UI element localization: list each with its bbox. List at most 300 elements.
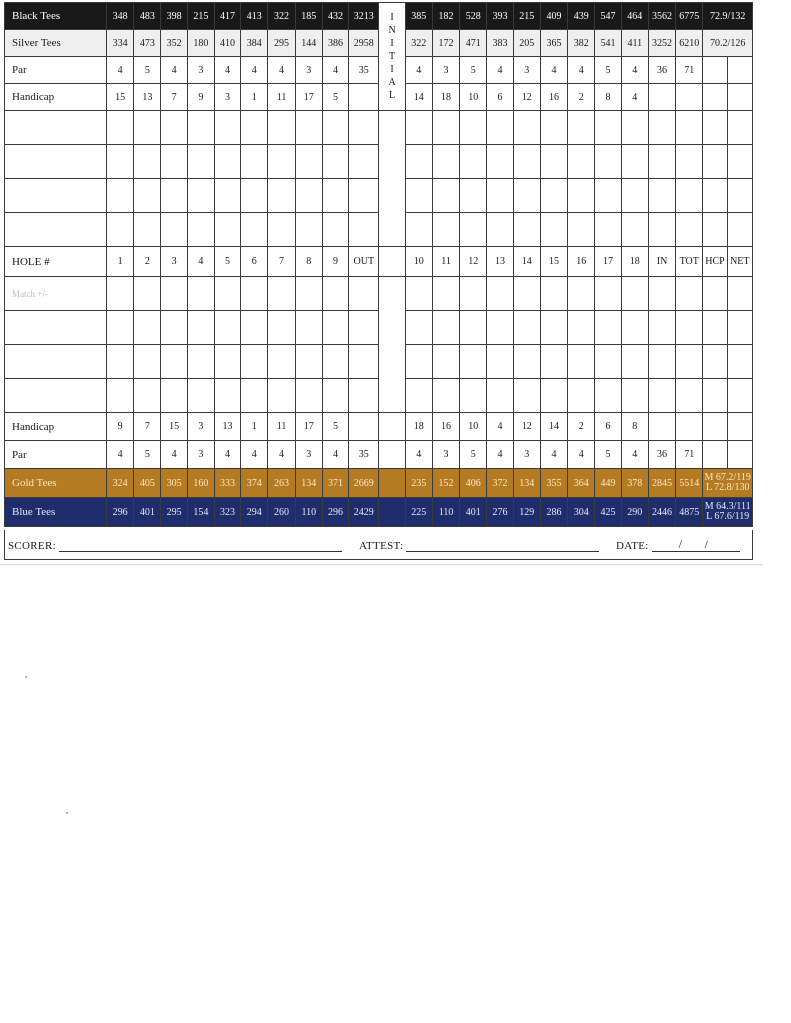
hole-7-value: 4 [268, 57, 295, 84]
score-cell[interactable] [405, 345, 432, 379]
score-cell[interactable] [676, 345, 703, 379]
score-cell[interactable] [134, 277, 161, 311]
hole-3-value: 7 [161, 84, 187, 111]
score-cell[interactable] [621, 345, 648, 379]
score-cell[interactable] [295, 379, 322, 413]
hcp-cell [703, 84, 727, 111]
hole-number: 15 [540, 247, 567, 277]
score-cell[interactable] [134, 345, 161, 379]
hole-11-value: 3 [432, 57, 459, 84]
score-cell[interactable] [568, 345, 595, 379]
score-cell[interactable] [268, 179, 295, 213]
hole-2-value: 473 [134, 30, 161, 57]
hole-10-value: 235 [405, 469, 432, 498]
score-cell[interactable] [595, 345, 621, 379]
score-cell[interactable] [487, 379, 513, 413]
score-cell[interactable] [187, 111, 214, 145]
hole-14-value: 12 [513, 413, 540, 441]
hole-1-value: 324 [106, 469, 133, 498]
score-cell[interactable] [268, 379, 295, 413]
score-cell[interactable] [106, 345, 133, 379]
score-cell[interactable] [161, 379, 187, 413]
score-cell[interactable] [161, 213, 187, 247]
score-cell[interactable] [241, 111, 268, 145]
hole-12-value: 528 [460, 3, 487, 30]
hole-18-value: 8 [621, 413, 648, 441]
score-cell[interactable] [349, 111, 379, 145]
score-cell[interactable] [727, 111, 752, 145]
score-cell[interactable] [487, 277, 513, 311]
hole-1-value: 4 [106, 441, 133, 469]
score-cell[interactable] [621, 145, 648, 179]
score-cell[interactable] [595, 179, 621, 213]
score-cell[interactable] [268, 277, 295, 311]
score-cell[interactable] [703, 145, 727, 179]
score-cell[interactable] [134, 379, 161, 413]
score-cell[interactable] [241, 345, 268, 379]
score-cell[interactable] [161, 345, 187, 379]
score-cell[interactable] [106, 111, 133, 145]
hole-1-value: 296 [106, 498, 133, 527]
score-cell[interactable] [106, 213, 133, 247]
score-cell[interactable] [487, 111, 513, 145]
date-line[interactable] [652, 537, 740, 552]
player-name-cell[interactable] [5, 345, 107, 379]
net-cell [727, 413, 752, 441]
score-cell[interactable] [595, 277, 621, 311]
score-cell[interactable] [540, 345, 567, 379]
score-cell[interactable] [595, 379, 621, 413]
score-cell[interactable] [349, 277, 379, 311]
scorer-label: SCORER: [8, 540, 56, 552]
score-cell[interactable] [540, 277, 567, 311]
in-value: 2446 [648, 498, 675, 527]
score-cell[interactable] [568, 379, 595, 413]
score-cell[interactable] [487, 213, 513, 247]
score-cell[interactable] [432, 213, 459, 247]
score-cell[interactable] [676, 277, 703, 311]
course-rating [703, 469, 753, 498]
score-cell[interactable] [513, 379, 540, 413]
score-cell[interactable] [214, 145, 240, 179]
player-name-cell[interactable] [5, 379, 107, 413]
score-cell[interactable] [106, 179, 133, 213]
score-cell[interactable] [405, 379, 432, 413]
score-cell[interactable] [322, 379, 348, 413]
score-cell[interactable] [676, 213, 703, 247]
score-cell[interactable] [432, 111, 459, 145]
score-cell[interactable] [513, 345, 540, 379]
hole-16-value: 4 [568, 441, 595, 469]
hole-1-value: 348 [106, 3, 133, 30]
player-name-cell[interactable] [5, 111, 107, 145]
score-cell[interactable] [621, 179, 648, 213]
score-cell[interactable] [214, 311, 240, 345]
net-header: NET [727, 247, 752, 277]
score-cell[interactable] [487, 179, 513, 213]
hole-number: 9 [322, 247, 348, 277]
score-cell[interactable] [727, 213, 752, 247]
score-cell[interactable] [268, 111, 295, 145]
score-cell[interactable] [513, 213, 540, 247]
score-cell[interactable] [676, 145, 703, 179]
score-cell[interactable] [460, 345, 487, 379]
score-cell[interactable] [703, 379, 727, 413]
score-cell[interactable] [322, 213, 348, 247]
score-cell[interactable] [621, 277, 648, 311]
course-rating [703, 498, 753, 527]
blue-tees-row [5, 498, 753, 527]
hole-11-value: 18 [432, 84, 459, 111]
score-cell[interactable] [513, 111, 540, 145]
score-cell[interactable] [295, 345, 322, 379]
score-cell[interactable] [648, 111, 675, 145]
hole-2-value: 5 [134, 57, 161, 84]
score-cell[interactable] [134, 179, 161, 213]
score-cell[interactable] [648, 345, 675, 379]
score-cell[interactable] [295, 277, 322, 311]
score-cell[interactable] [703, 345, 727, 379]
score-cell[interactable] [295, 213, 322, 247]
score-cell[interactable] [703, 179, 727, 213]
score-cell[interactable] [268, 213, 295, 247]
score-cell[interactable] [540, 145, 567, 179]
score-cell[interactable] [432, 379, 459, 413]
score-cell[interactable] [268, 345, 295, 379]
score-cell[interactable] [187, 213, 214, 247]
score-cell[interactable] [161, 111, 187, 145]
hole-12-value: 401 [460, 498, 487, 527]
score-cell[interactable] [241, 179, 268, 213]
score-cell[interactable] [727, 277, 752, 311]
score-cell[interactable] [106, 311, 133, 345]
score-cell[interactable] [322, 277, 348, 311]
score-cell[interactable] [432, 311, 459, 345]
score-cell[interactable] [460, 277, 487, 311]
score-cell[interactable] [405, 111, 432, 145]
score-cell[interactable] [568, 277, 595, 311]
score-cell[interactable] [187, 145, 214, 179]
score-cell[interactable] [621, 213, 648, 247]
score-cell[interactable] [648, 145, 675, 179]
row-label: Blue Tees [5, 498, 107, 527]
score-cell[interactable] [295, 145, 322, 179]
score-cell[interactable] [703, 277, 727, 311]
hole-11-value: 172 [432, 30, 459, 57]
hole-12-value: 406 [460, 469, 487, 498]
score-cell[interactable] [268, 311, 295, 345]
score-cell[interactable] [214, 179, 240, 213]
score-cell[interactable] [214, 379, 240, 413]
player-name-cell[interactable] [5, 179, 107, 213]
score-cell[interactable] [460, 213, 487, 247]
score-cell[interactable] [487, 345, 513, 379]
row-label: Silver Tees [5, 30, 107, 57]
hole-4-value: 9 [187, 84, 214, 111]
score-cell[interactable] [349, 179, 379, 213]
score-cell[interactable] [214, 213, 240, 247]
attest-line[interactable] [406, 541, 599, 552]
tot-value: 6210 [676, 30, 703, 57]
hole-18-value: 4 [621, 57, 648, 84]
score-cell[interactable] [322, 345, 348, 379]
hole-2-value: 405 [134, 469, 161, 498]
score-cell[interactable] [134, 111, 161, 145]
hole-number: 2 [134, 247, 161, 277]
score-cell[interactable] [621, 379, 648, 413]
score-cell[interactable] [241, 311, 268, 345]
score-cell[interactable] [187, 311, 214, 345]
score-cell[interactable] [621, 311, 648, 345]
hole-17-value: 5 [595, 57, 621, 84]
score-cell[interactable] [432, 277, 459, 311]
hole-10-value: 225 [405, 498, 432, 527]
course-rating: 70.2/126 [703, 30, 753, 57]
score-cell[interactable] [134, 145, 161, 179]
score-cell[interactable] [322, 145, 348, 179]
out-value: 3213 [349, 3, 379, 30]
hole-number: 11 [432, 247, 459, 277]
gap-cell [379, 498, 405, 527]
score-cell[interactable] [513, 145, 540, 179]
mens-rating: M 67.2/119 [704, 472, 751, 483]
score-cell[interactable] [295, 311, 322, 345]
hole-18-value: 290 [621, 498, 648, 527]
score-cell[interactable] [568, 145, 595, 179]
score-cell[interactable] [648, 277, 675, 311]
score-cell[interactable] [322, 311, 348, 345]
hole-11-value: 182 [432, 3, 459, 30]
score-cell[interactable] [268, 145, 295, 179]
hole-12-value: 10 [460, 84, 487, 111]
score-cell[interactable] [349, 213, 379, 247]
score-cell[interactable] [161, 179, 187, 213]
hole-14-value: 12 [513, 84, 540, 111]
score-cell[interactable] [460, 311, 487, 345]
hole-8-value: 3 [295, 57, 322, 84]
in-value: 36 [648, 57, 675, 84]
score-cell[interactable] [405, 179, 432, 213]
score-cell[interactable] [460, 145, 487, 179]
date-label: DATE: [616, 540, 649, 552]
score-cell[interactable] [460, 111, 487, 145]
gap-cell [379, 441, 405, 469]
score-cell[interactable] [349, 345, 379, 379]
initial-letter: A [388, 77, 396, 88]
gap-cell [379, 179, 405, 213]
mens-rating: M 64.3/111 [704, 501, 751, 512]
score-cell[interactable] [405, 145, 432, 179]
initial-letter: I [390, 38, 394, 49]
hole-9-value: 5 [322, 84, 348, 111]
score-cell[interactable] [349, 379, 379, 413]
score-cell[interactable] [134, 311, 161, 345]
hole-14-value: 129 [513, 498, 540, 527]
score-cell[interactable] [349, 145, 379, 179]
player-row [5, 179, 753, 213]
score-cell[interactable] [241, 379, 268, 413]
score-cell[interactable] [703, 111, 727, 145]
hole-8-value: 134 [295, 469, 322, 498]
score-cell[interactable] [595, 311, 621, 345]
score-cell[interactable] [405, 311, 432, 345]
score-cell[interactable] [295, 111, 322, 145]
scorer-field[interactable] [8, 540, 342, 552]
score-cell[interactable] [241, 277, 268, 311]
score-cell[interactable] [568, 111, 595, 145]
hole-3-value: 398 [161, 3, 187, 30]
score-cell[interactable] [487, 145, 513, 179]
attest-field[interactable] [359, 540, 599, 552]
score-cell[interactable] [106, 145, 133, 179]
score-cell[interactable] [187, 379, 214, 413]
score-cell[interactable] [187, 179, 214, 213]
score-cell[interactable] [106, 379, 133, 413]
hole-15-value: 4 [540, 441, 567, 469]
scorecard-body [5, 3, 753, 527]
hole-3-value: 15 [161, 413, 187, 441]
score-cell[interactable] [161, 311, 187, 345]
hole-11-value: 16 [432, 413, 459, 441]
row-label: Handicap [5, 84, 107, 111]
score-cell[interactable] [161, 145, 187, 179]
score-cell[interactable] [187, 277, 214, 311]
score-cell[interactable] [214, 277, 240, 311]
hole-6-value: 294 [241, 498, 268, 527]
score-cell[interactable] [405, 213, 432, 247]
score-cell[interactable] [703, 311, 727, 345]
gold-tees-row [5, 469, 753, 498]
score-cell[interactable] [648, 213, 675, 247]
score-cell[interactable] [595, 111, 621, 145]
score-cell[interactable] [568, 179, 595, 213]
score-cell[interactable] [595, 213, 621, 247]
silver-tees-row [5, 30, 753, 57]
score-cell[interactable] [460, 379, 487, 413]
hole-1-value: 4 [106, 57, 133, 84]
hole-3-value: 4 [161, 441, 187, 469]
score-cell[interactable] [676, 111, 703, 145]
player-row [5, 345, 753, 379]
score-cell[interactable] [513, 277, 540, 311]
hole-8-value: 17 [295, 413, 322, 441]
score-cell[interactable] [648, 179, 675, 213]
score-cell[interactable] [648, 311, 675, 345]
hole-18-value: 4 [621, 84, 648, 111]
match-label-cell[interactable] [5, 277, 107, 311]
hole-5-value: 4 [214, 441, 240, 469]
initial-letter: N [388, 25, 396, 36]
score-cell[interactable] [540, 311, 567, 345]
score-cell[interactable] [161, 277, 187, 311]
row-label: Par [5, 57, 107, 84]
score-cell[interactable] [727, 179, 752, 213]
player-row [5, 145, 753, 179]
in-header: IN [648, 247, 675, 277]
score-cell[interactable] [460, 179, 487, 213]
score-cell[interactable] [540, 111, 567, 145]
hole-15-value: 355 [540, 469, 567, 498]
player-name-cell[interactable] [5, 145, 107, 179]
hole-17-value: 5 [595, 441, 621, 469]
score-cell[interactable] [727, 311, 752, 345]
score-cell[interactable] [676, 179, 703, 213]
score-cell[interactable] [241, 213, 268, 247]
score-cell[interactable] [432, 345, 459, 379]
score-cell[interactable] [432, 145, 459, 179]
score-cell[interactable] [295, 179, 322, 213]
score-cell[interactable] [703, 213, 727, 247]
score-cell[interactable] [241, 145, 268, 179]
score-cell[interactable] [134, 213, 161, 247]
score-cell[interactable] [106, 277, 133, 311]
out-value: 2958 [349, 30, 379, 57]
score-cell[interactable] [727, 379, 752, 413]
hole-9-value: 4 [322, 57, 348, 84]
hole-13-value: 4 [487, 441, 513, 469]
hole-11-value: 110 [432, 498, 459, 527]
score-cell[interactable] [487, 311, 513, 345]
out-header: OUT [349, 247, 379, 277]
player-name-cell[interactable] [5, 311, 107, 345]
out-value: 35 [349, 57, 379, 84]
score-cell[interactable] [432, 179, 459, 213]
gap-cell [379, 247, 405, 277]
score-cell[interactable] [540, 379, 567, 413]
date-slash-1: / [678, 537, 683, 551]
score-cell[interactable] [727, 345, 752, 379]
score-cell[interactable] [727, 145, 752, 179]
in-value: 2845 [648, 469, 675, 498]
hole-16-value: 364 [568, 469, 595, 498]
score-cell[interactable] [676, 311, 703, 345]
hole-16-value: 4 [568, 57, 595, 84]
score-cell[interactable] [214, 111, 240, 145]
gap-cell [379, 379, 405, 413]
initial-column [379, 3, 405, 111]
player-name-cell[interactable] [5, 213, 107, 247]
initial-letter: T [389, 51, 396, 62]
score-cell[interactable] [540, 179, 567, 213]
player-row [5, 213, 753, 247]
par-row-top [5, 57, 753, 84]
score-cell[interactable] [676, 379, 703, 413]
attest-label: ATTEST: [359, 540, 404, 552]
score-cell[interactable] [214, 345, 240, 379]
scorer-line[interactable] [59, 541, 342, 552]
date-field[interactable] [616, 537, 740, 552]
signature-bar [4, 530, 753, 560]
score-cell[interactable] [322, 179, 348, 213]
score-cell[interactable] [187, 345, 214, 379]
score-cell[interactable] [621, 111, 648, 145]
hole-16-value: 304 [568, 498, 595, 527]
score-cell[interactable] [405, 277, 432, 311]
hole-13-value: 4 [487, 57, 513, 84]
score-cell[interactable] [595, 145, 621, 179]
par-row-bottom [5, 441, 753, 469]
score-cell[interactable] [322, 111, 348, 145]
hole-2-value: 5 [134, 441, 161, 469]
score-cell[interactable] [513, 311, 540, 345]
score-cell[interactable] [568, 311, 595, 345]
score-cell[interactable] [540, 213, 567, 247]
score-cell[interactable] [648, 379, 675, 413]
player-row [5, 379, 753, 413]
score-cell[interactable] [568, 213, 595, 247]
score-cell[interactable] [349, 311, 379, 345]
score-cell[interactable] [513, 179, 540, 213]
